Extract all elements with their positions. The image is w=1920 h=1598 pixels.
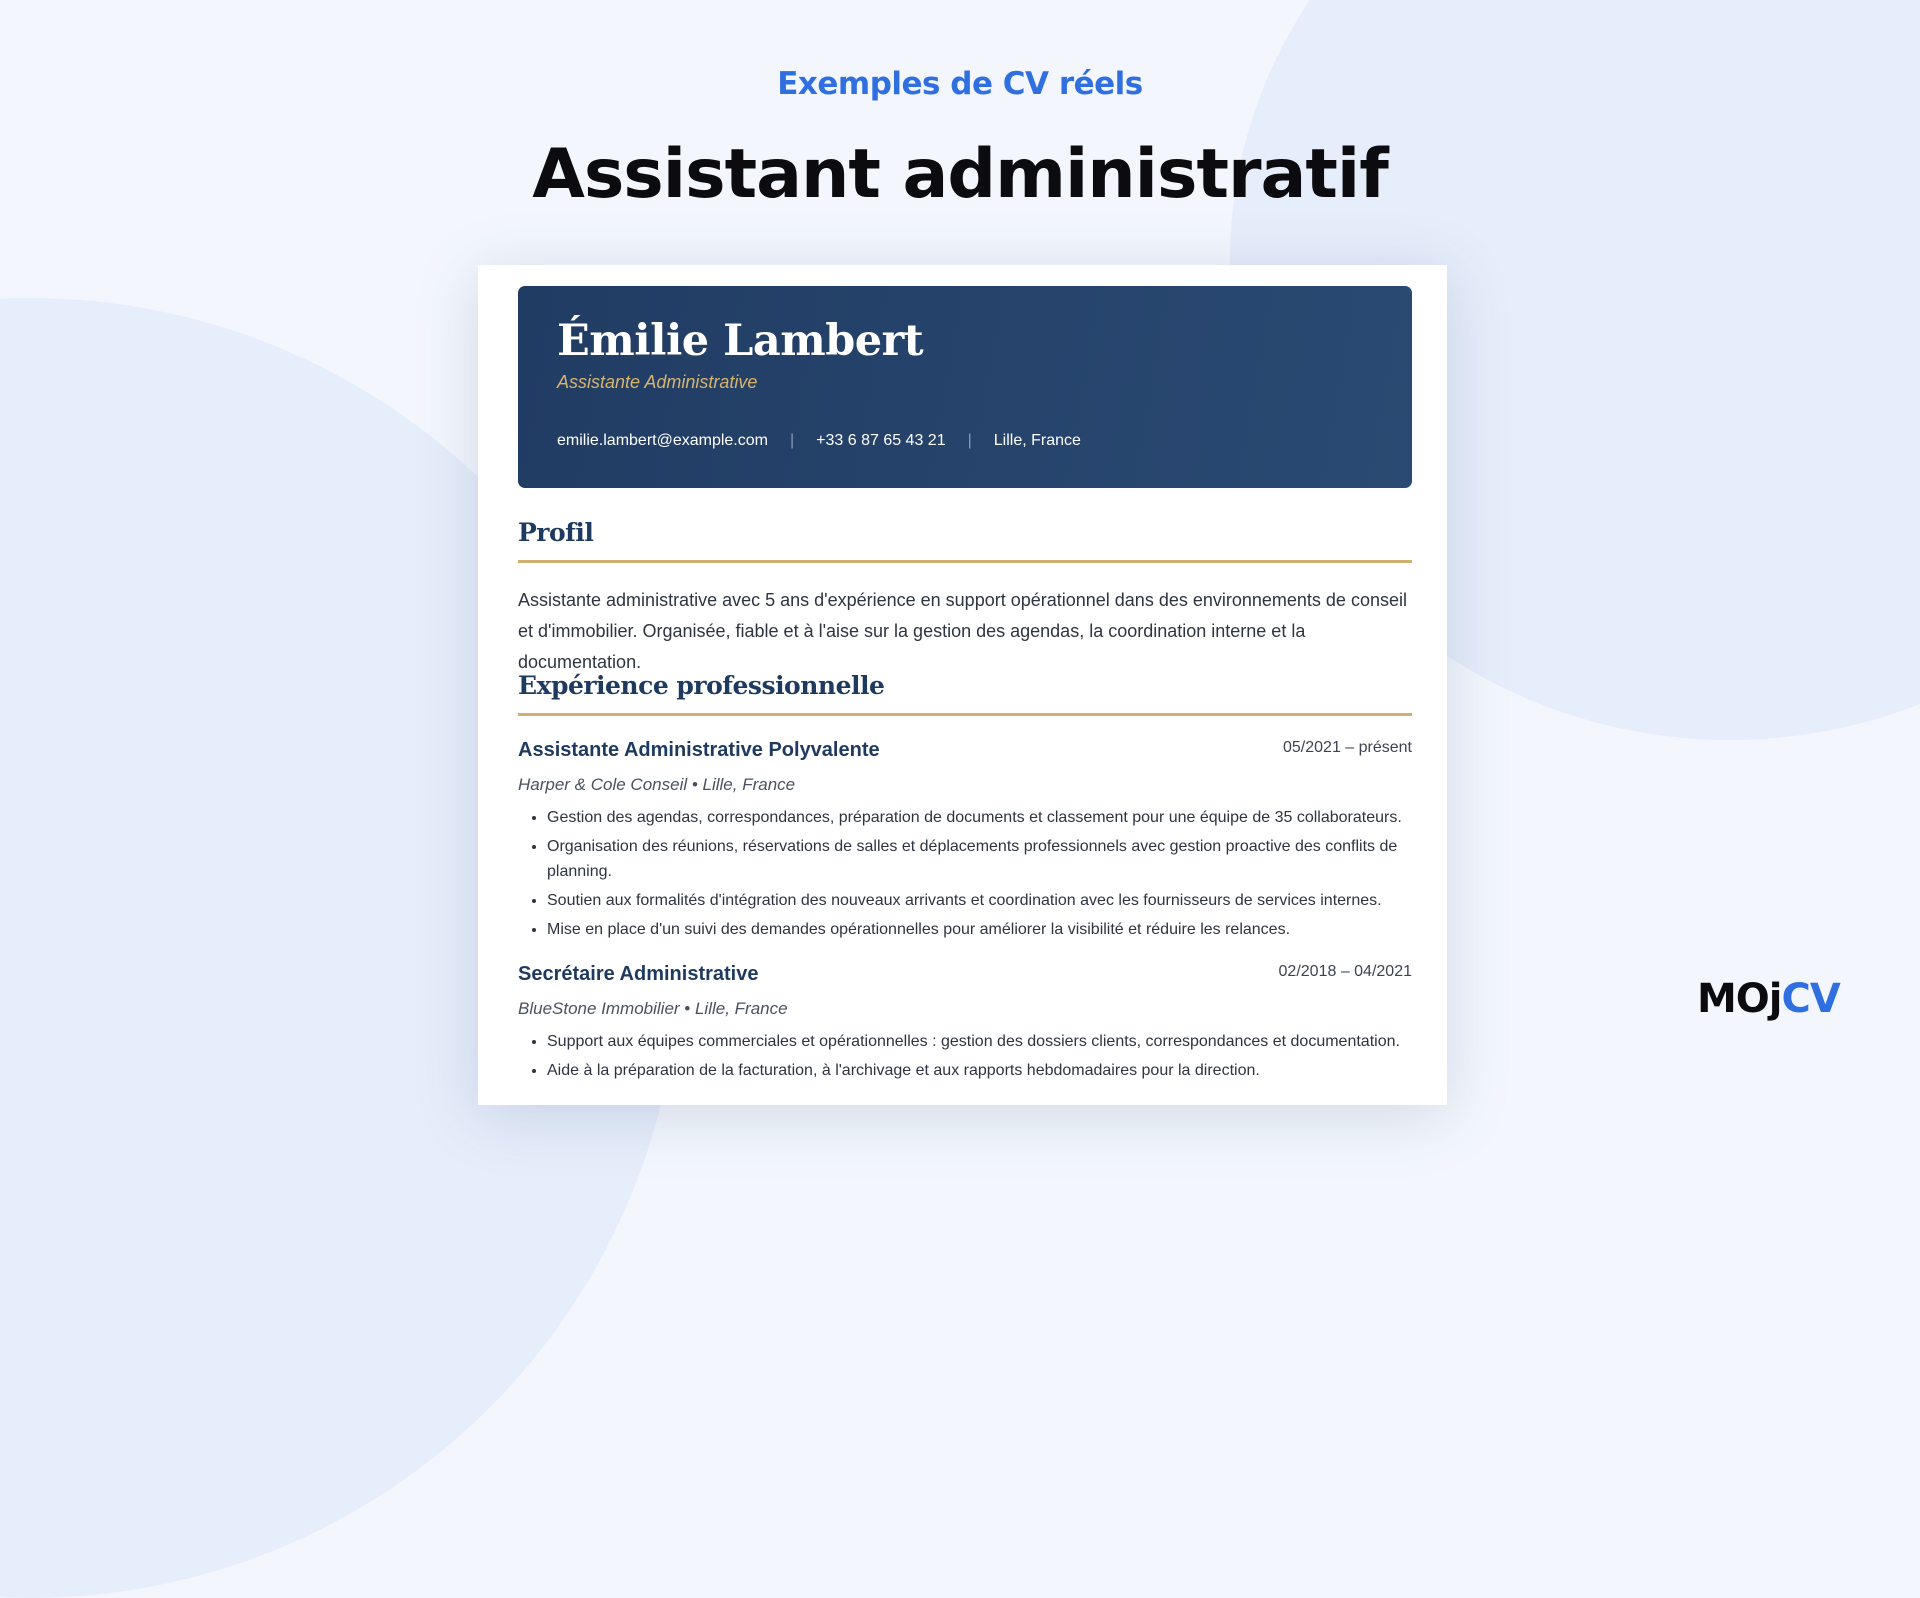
section-title-experience: Expérience professionnelle — [518, 671, 885, 700]
job-bullet: • Soutien aux formalités d'intégration des nouveaux arrivants et coordination avec les fournisseurs de services internes. — [547, 888, 1412, 913]
cv-role: Assistante Administrative — [557, 372, 758, 392]
job-bullet: • Mise en place d'un suivi des demandes opérationnelles pour améliorer la visibilité et réduire les relances. — [547, 917, 1412, 942]
mojcv-logo — [1697, 976, 1840, 1022]
logo-part-accent: CV — [1781, 976, 1840, 1022]
job-title: Secrétaire Administrative — [518, 963, 759, 985]
job-company: Harper & Cole Conseil • Lille, France — [518, 775, 796, 794]
job-dates: 02/2018 – 04/2021 — [1278, 963, 1412, 980]
job-bullet: • Aide à la préparation de la facturation, à l'archivage et aux rapports hebdomadaires pour la direction. — [547, 1058, 1412, 1083]
eyebrow-label: Exemples de CV réels — [777, 66, 1143, 102]
cv-name: Émilie Lambert — [557, 316, 924, 366]
logo-part-dark: MOj — [1697, 976, 1782, 1022]
page-title: Assistant administratif — [532, 135, 1388, 214]
contact-email: emilie.lambert@example.com — [557, 432, 768, 449]
job-company: BlueStone Immobilier • Lille, France — [518, 999, 788, 1018]
job-bullets — [518, 1029, 1412, 1087]
job-bullet: • Support aux équipes commerciales et opérationnelles : gestion des dossiers clients, correspondances et documentation. — [547, 1029, 1412, 1054]
cv-header — [518, 286, 1412, 488]
section-divider — [518, 560, 1412, 563]
contact-phone: +33 6 87 65 43 21 — [816, 432, 946, 449]
job-title: Assistante Administrative Polyvalente — [518, 739, 880, 761]
job-bullet: • Gestion des agendas, correspondances, préparation de documents et classement pour une équipe de 35 collaborateurs. — [547, 805, 1412, 830]
contact-location: Lille, France — [993, 432, 1081, 449]
section-title-profile: Profil — [518, 518, 594, 547]
cv-document — [478, 265, 1447, 1105]
section-divider — [518, 713, 1412, 716]
contact-separator: | — [789, 432, 795, 449]
job-dates: 05/2021 – présent — [1283, 739, 1412, 756]
cv-contacts — [557, 432, 1081, 450]
job-bullet: • Organisation des réunions, réservations de salles et déplacements professionnels avec gestion proactive des conflits de planning. — [547, 834, 1412, 884]
job-bullets — [518, 805, 1412, 946]
profile-text: Assistante administrative avec 5 ans d'expérience en support opérationnel dans des environnements de conseil et d'immobilier. Organisée, fiable et à l'aise sur la gestion des agendas, la coordination interne et la documentation. — [518, 590, 1407, 672]
contact-separator: | — [967, 432, 972, 449]
